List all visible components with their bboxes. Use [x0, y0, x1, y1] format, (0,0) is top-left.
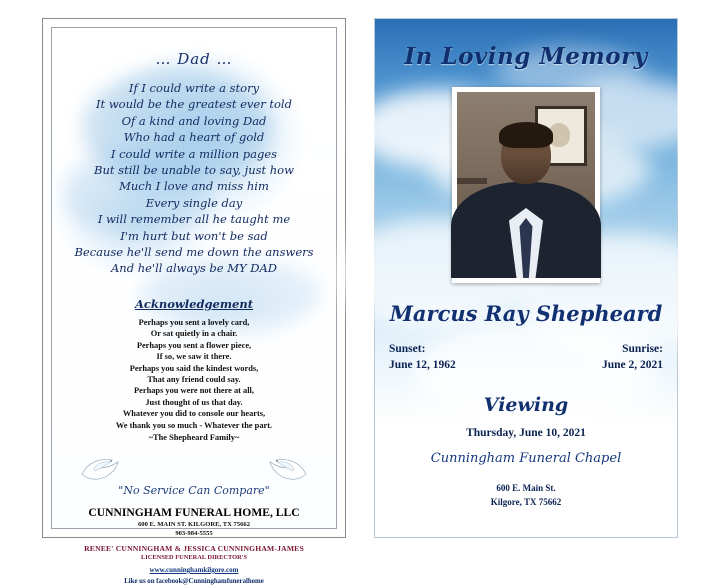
sunrise-label: Sunrise: [622, 343, 663, 355]
poem-line: I could write a million pages [110, 146, 278, 161]
poem-line: Every single day [145, 195, 243, 210]
viewing-title: Viewing [483, 394, 569, 416]
in-loving-memory-title: In Loving Memory [404, 43, 648, 70]
viewing-date: Thursday, June 10, 2021 [466, 427, 586, 439]
poem-line: Much I love and miss him [119, 179, 269, 194]
sunrise-block [602, 341, 663, 373]
sunset-date: June 12, 1962 [389, 359, 456, 371]
program-right-panel [374, 18, 678, 538]
poem-title: … Dad … [155, 50, 233, 68]
left-panel-content [51, 27, 337, 585]
acknowledgement-line: Perhaps you sent a flower piece, [136, 340, 252, 350]
acknowledgement-title: Acknowledgement [134, 296, 254, 311]
acknowledgement-signature: ~The Shepheard Family~ [148, 432, 240, 442]
life-dates-row [389, 341, 663, 373]
chapel-name: Cunningham Funeral Chapel [430, 451, 622, 466]
acknowledgement-line: We thank you so much - Whatever the part. [115, 420, 273, 430]
right-panel-content [375, 19, 677, 537]
sunset-label: Sunset: [389, 343, 426, 355]
funeral-home-facebook-link[interactable]: Like us on facebook@Cunninghamfuneralhome [124, 577, 264, 585]
funeral-home-name: CUNNINGHAM FUNERAL HOME, LLC [88, 505, 300, 519]
sunset-block [389, 341, 456, 373]
portrait-hair [499, 122, 553, 148]
poem-line: I'm hurt but won't be sad [120, 228, 268, 243]
poem-body [52, 80, 336, 277]
dove-icon [266, 452, 310, 484]
dove-icon [78, 452, 122, 484]
acknowledgement-line: Perhaps you sent a lovely card, [138, 317, 250, 327]
shelf-shape [457, 178, 487, 184]
chapel-address-line1: 600 E. Main St. [496, 483, 556, 493]
funeral-directors-names: RENEE' CUNNINGHAM & JESSICA CUNNINGHAM-JAMES [84, 543, 304, 553]
funeral-directors-title: LICENSED FUNERAL DIRECTOR'S [140, 553, 248, 561]
acknowledgement-line: Or sat quietly in a chair. [150, 329, 238, 339]
funeral-home-address: 600 E. MAIN ST. KILGORE, TX 75662 [137, 520, 251, 528]
deceased-portrait-photo [457, 92, 595, 278]
acknowledgement-line: That any friend could say. [147, 374, 241, 384]
funeral-home-phone: 903-984-5555 [175, 529, 213, 537]
acknowledgement-line: Perhaps you said the kindest words, [129, 363, 259, 373]
poem-line: Of a kind and loving Dad [121, 113, 267, 128]
chapel-address-line2: Kilgore, TX 75662 [490, 497, 562, 507]
program-left-panel [42, 18, 346, 585]
funeral-home-tagline: "No Service Can Compare" [118, 483, 270, 497]
poem-line: It would be the greatest ever told [96, 97, 292, 112]
chapel-address [375, 481, 677, 509]
sunrise-date: June 2, 2021 [601, 359, 663, 371]
poem-line: I will remember all he taught me [97, 212, 291, 227]
poem-line: But still be unable to say, just how [94, 163, 294, 178]
poem-line: Because he'll send me down the answers [74, 245, 314, 260]
acknowledgement-body [52, 317, 336, 431]
acknowledgement-line: Perhaps you were not there at all, [134, 386, 254, 396]
acknowledgement-line: If so, we saw it there. [156, 352, 232, 362]
dove-decoration-row [52, 452, 336, 486]
poem-line: If I could write a story [128, 81, 260, 95]
poem-line: Who had a heart of gold [123, 130, 265, 145]
funeral-home-website-link[interactable]: www.cunninghamkilgore.com [149, 565, 239, 574]
acknowledgement-line: Just thought of us that day. [145, 397, 243, 407]
deceased-name: Marcus Ray Shepheard [389, 301, 663, 326]
portrait-frame [452, 87, 600, 283]
acknowledgement-line: Whatever you did to console our hearts, [122, 409, 266, 419]
poem-line: And he'll always be MY DAD [111, 261, 277, 276]
